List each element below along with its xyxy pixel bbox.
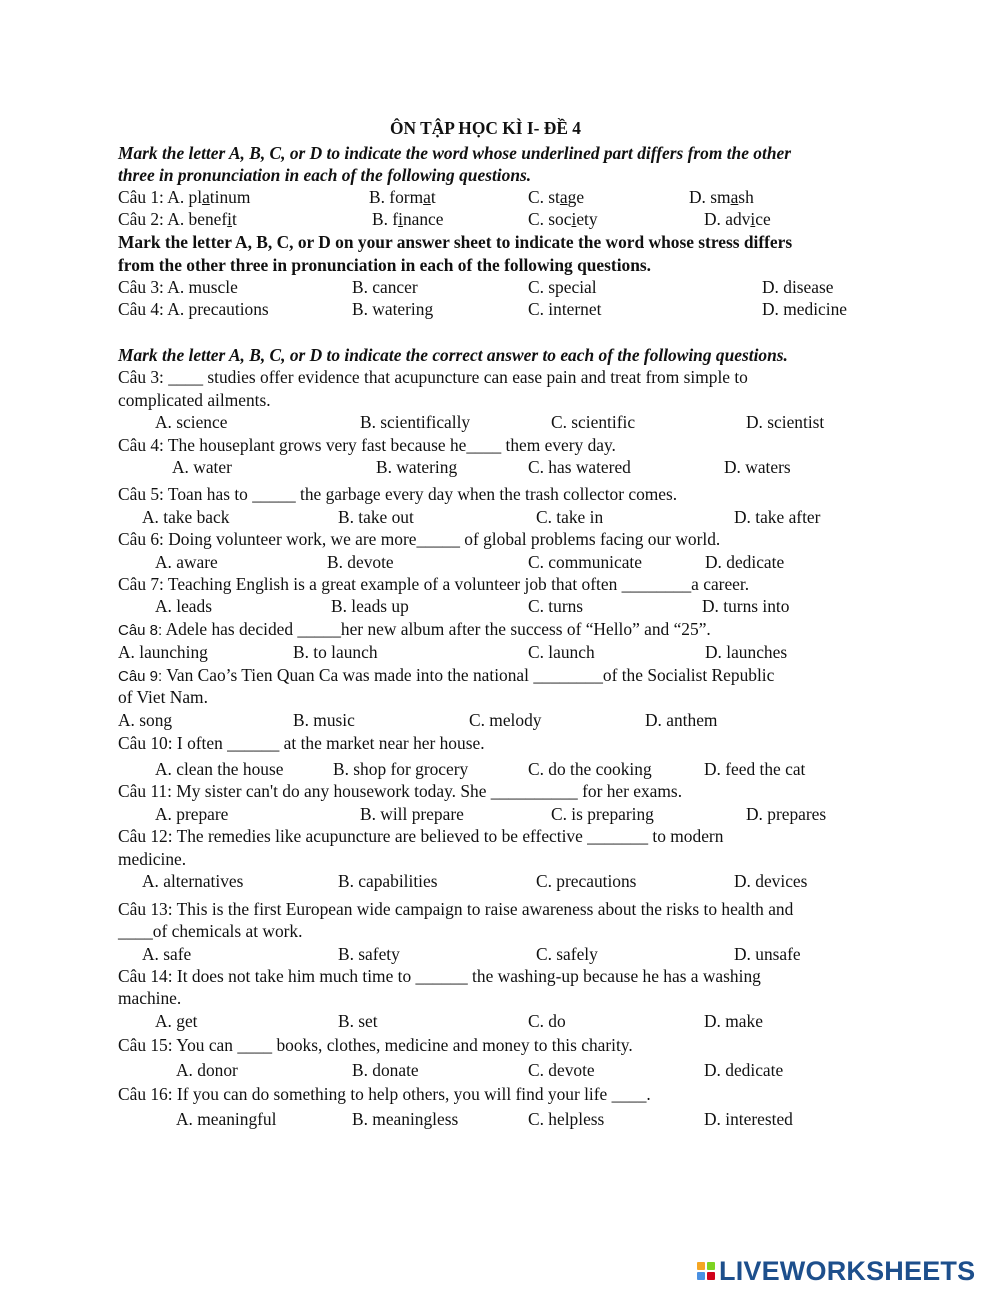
logo-text: LIVEWORKSHEETS — [719, 1255, 976, 1286]
logo-grid-icon — [697, 1262, 715, 1280]
page-title: ÔN TẬP HỌC KÌ I- ĐỀ 4 — [390, 118, 581, 138]
liveworksheets-logo — [697, 1256, 975, 1286]
instruction-correct-answer: Mark the letter A, B, C, or D to indicate the correct answer to each of the following questions. — [118, 345, 788, 365]
